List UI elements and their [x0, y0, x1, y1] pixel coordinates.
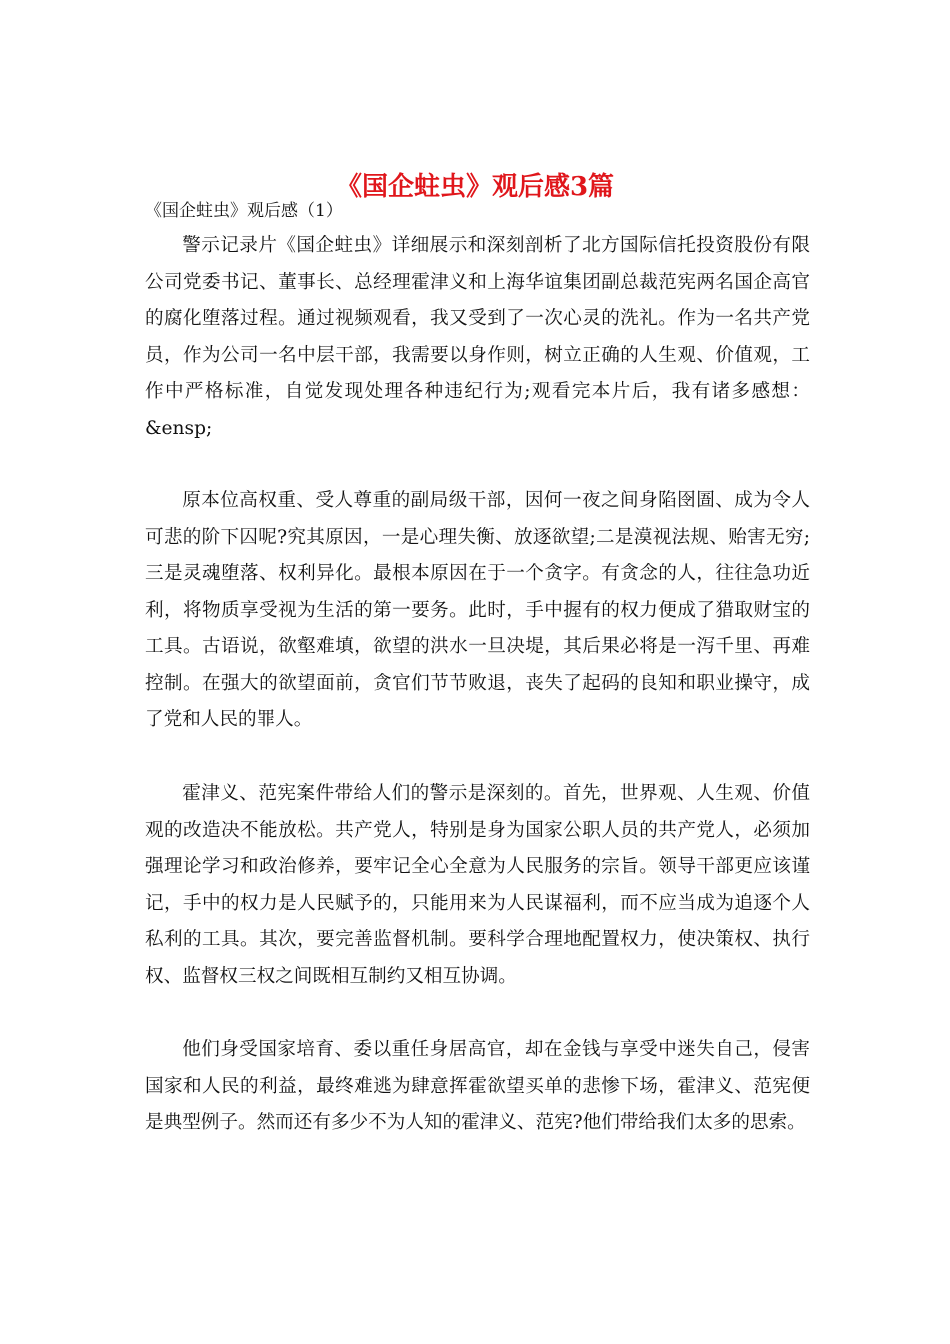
- document-title: 《国企蛀虫》观后感3篇: [335, 172, 615, 203]
- section-heading: 《国企蛀虫》观后感（1）: [145, 201, 343, 221]
- paragraph-4: 他们身受国家培育、委以重任身居高官，却在金钱与享受中迷失自己，侵害国家和人民的利益，最终难逃为肆意挥霍欲望买单的悲惨下场，霍津义、范宪便是典型例子。然而还有多少不为人知的霍津义、范宪?他们带给我们太多的思索。: [145, 1039, 810, 1133]
- paragraph-2: 原本位高权重、受人尊重的副局级干部，因何一夜之间身陷囹圄、成为令人可悲的阶下囚呢?究其原因，一是心理失衡、放逐欲望;二是漠视法规、贻害无穷;三是灵魂堕落、权利异化。最根本原因在于一个贪字。有贪念的人，往往急功近利，将物质享受视为生活的第一要务。此时，手中握有的权力便成了猎取财宝的工具。古语说，欲壑难填，欲望的洪水一旦决堤，其后果必将是一泻千里、再难控制。在强大的欲望面前，贪官们节节败退，丧失了起码的良知和职业操守，成了党和人民的罪人。: [145, 490, 810, 730]
- paragraph-3: 霍津义、范宪案件带给人们的警示是深刻的。首先，世界观、人生观、价值观的改造决不能放松。共产党人，特别是身为国家公职人员的共产党人，必须加强理论学习和政治修养，要牢记全心全意为人民服务的宗旨。领导干部更应该谨记，手中的权力是人民赋予的，只能用来为人民谋福利，而不应当成为追逐个人私利的工具。其次，要完善监督机制。要科学合理地配置权力，使决策权、执行权、监督权三权之间既相互制约又相互协调。: [145, 783, 810, 987]
- paragraph-1: 警示记录片《国企蛀虫》详细展示和深刻剖析了北方国际信托投资股份有限公司党委书记、董事长、总经理霍津义和上海华谊集团副总裁范宪两名国企高官的腐化堕落过程。通过视频观看，我又受到了一次心灵的洗礼。作为一名共产党员，作为公司一名中层干部，我需要以身作则，树立正确的人生观、价值观，工作中严格标准，自觉发现处理各种违纪行为;观看完本片后，我有诸多感想：&ensp;: [145, 235, 810, 439]
